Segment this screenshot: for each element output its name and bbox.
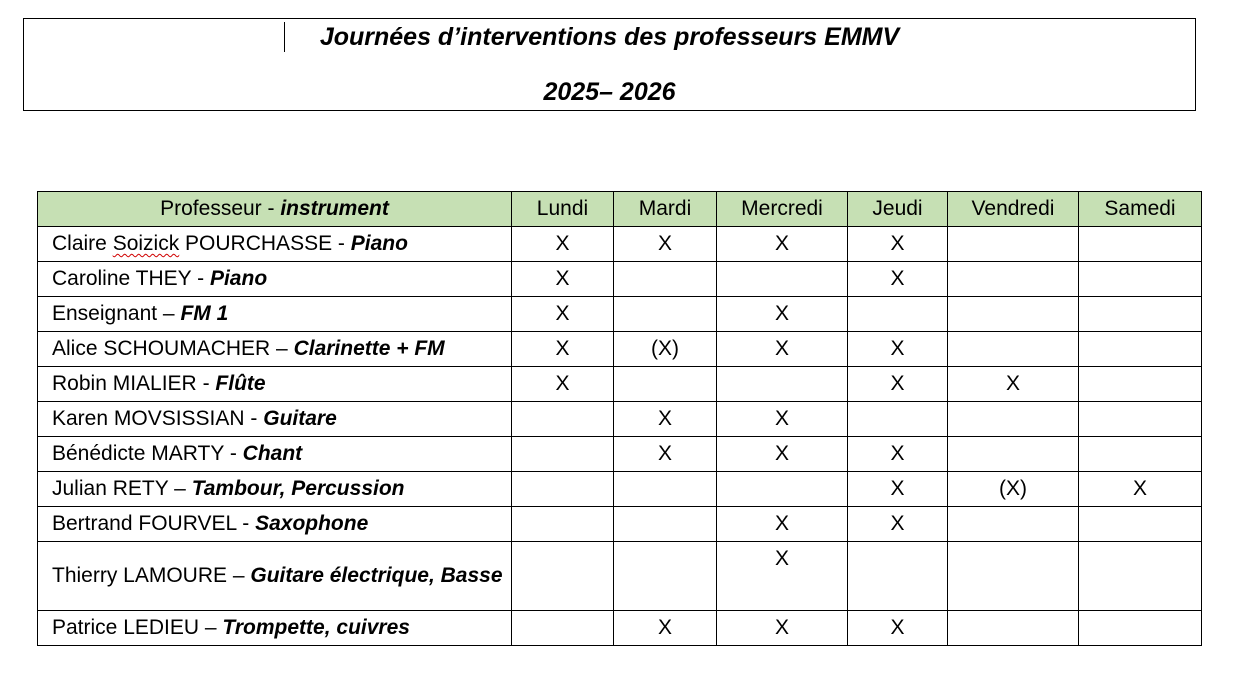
day-mark (948, 262, 1079, 297)
table-row (38, 507, 1202, 542)
professor-name: Julian RETY (52, 477, 169, 500)
day-mark: X (717, 402, 848, 437)
day-mark (717, 262, 848, 297)
day-mark: X (848, 367, 948, 402)
day-mark: X (717, 542, 848, 611)
day-mark (717, 472, 848, 507)
day-mark (848, 297, 948, 332)
school-year: 2025– 2026 (543, 78, 676, 106)
day-mark: X (717, 332, 848, 367)
document-title: Journées d’interventions des professeurs EMMV (319, 23, 900, 51)
day-mark (1079, 437, 1202, 472)
header-day-lundi: Lundi (512, 192, 614, 227)
day-mark (1079, 262, 1202, 297)
day-mark: X (848, 507, 948, 542)
day-mark (948, 332, 1079, 367)
day-mark (1079, 542, 1202, 611)
day-mark: X (717, 611, 848, 646)
day-mark (1079, 611, 1202, 646)
day-mark (948, 437, 1079, 472)
day-mark: X (848, 227, 948, 262)
separator: - (244, 407, 264, 430)
separator: - (332, 232, 351, 255)
day-mark (512, 402, 614, 437)
instrument: Guitare électrique, Basse (250, 564, 503, 587)
day-mark: (X) (948, 472, 1079, 507)
instrument: Flûte (215, 372, 266, 395)
table-row (38, 262, 1202, 297)
professor-name: Claire (52, 232, 113, 255)
separator: - (191, 267, 210, 290)
professor-cell (38, 542, 512, 611)
table-row (38, 227, 1202, 262)
day-mark: X (717, 507, 848, 542)
day-mark: X (948, 367, 1079, 402)
professor-name: Patrice LEDIEU (52, 616, 200, 639)
day-mark (614, 297, 717, 332)
header-row (38, 192, 1202, 227)
day-mark: X (512, 227, 614, 262)
spellcheck-word: Soizick (112, 232, 180, 255)
text-cursor (284, 22, 285, 52)
instrument: Guitare (263, 407, 337, 430)
day-mark (1079, 402, 1202, 437)
day-mark (1079, 367, 1202, 402)
day-mark (512, 437, 614, 472)
day-mark (512, 507, 614, 542)
day-mark: X (614, 227, 717, 262)
separator: - (223, 442, 243, 465)
separator: – (227, 564, 251, 587)
day-mark (848, 402, 948, 437)
professor-cell (38, 402, 512, 437)
separator: - (196, 372, 216, 395)
header-professor (38, 192, 512, 227)
professor-cell (38, 227, 512, 262)
day-mark (948, 402, 1079, 437)
day-mark: X (1079, 472, 1202, 507)
table-row (38, 367, 1202, 402)
professor-name: Caroline THEY (52, 267, 192, 290)
day-mark: X (512, 262, 614, 297)
day-mark (614, 542, 717, 611)
professor-name: POURCHASSE (179, 232, 333, 255)
instrument: Chant (242, 442, 303, 465)
day-mark (848, 542, 948, 611)
day-mark: X (717, 227, 848, 262)
table-row (38, 437, 1202, 472)
day-mark: (X) (614, 332, 717, 367)
day-mark (512, 542, 614, 611)
day-mark (948, 297, 1079, 332)
separator: – (270, 337, 294, 360)
day-mark (1079, 507, 1202, 542)
day-mark (1079, 297, 1202, 332)
professor-cell (38, 297, 512, 332)
separator: – (157, 302, 181, 325)
teacher-schedule-table (37, 191, 1202, 646)
day-mark (948, 542, 1079, 611)
professor-name: Robin MIALIER (52, 372, 197, 395)
day-mark: X (717, 437, 848, 472)
separator: - (236, 512, 256, 535)
day-mark (948, 227, 1079, 262)
professor-cell (38, 437, 512, 472)
day-mark: X (512, 367, 614, 402)
day-mark (614, 507, 717, 542)
day-mark: X (614, 437, 717, 472)
instrument: Tambour, Percussion (191, 477, 405, 500)
professor-name: Bertrand FOURVEL (52, 512, 237, 535)
professor-name: Alice SCHOUMACHER (52, 337, 271, 360)
day-mark (717, 367, 848, 402)
professor-cell (38, 611, 512, 646)
table-row (38, 542, 1202, 611)
day-mark: X (848, 611, 948, 646)
header-day-mercredi: Mercredi (717, 192, 848, 227)
separator: – (168, 477, 192, 500)
table-row (38, 332, 1202, 367)
day-mark: X (614, 402, 717, 437)
day-mark: X (614, 611, 717, 646)
instrument: Piano (350, 232, 408, 255)
header-day-jeudi: Jeudi (848, 192, 948, 227)
instrument: Trompette, cuivres (222, 616, 410, 639)
professor-cell (38, 507, 512, 542)
day-mark (614, 472, 717, 507)
day-mark (1079, 332, 1202, 367)
professor-name: Bénédicte MARTY (52, 442, 224, 465)
header-day-mardi: Mardi (614, 192, 717, 227)
instrument: Clarinette + FM (293, 337, 445, 360)
professor-name: Enseignant (52, 302, 158, 325)
day-mark: X (848, 332, 948, 367)
day-mark (512, 611, 614, 646)
day-mark: X (848, 262, 948, 297)
day-mark (948, 611, 1079, 646)
table-row (38, 472, 1202, 507)
instrument: Saxophone (255, 512, 369, 535)
day-mark: X (848, 472, 948, 507)
instrument: FM 1 (180, 302, 229, 325)
professor-cell (38, 332, 512, 367)
day-mark (1079, 227, 1202, 262)
separator: – (199, 616, 223, 639)
professor-name: Thierry LAMOURE (52, 564, 228, 587)
day-mark (512, 472, 614, 507)
table-row (38, 402, 1202, 437)
header-instrument-label: instrument (280, 197, 389, 220)
instrument: Piano (209, 267, 268, 290)
table-row (38, 611, 1202, 646)
professor-cell (38, 472, 512, 507)
day-mark (948, 507, 1079, 542)
title-box (23, 18, 1196, 111)
day-mark (614, 367, 717, 402)
header-professor-label: Professeur - (160, 197, 281, 220)
day-mark: X (512, 297, 614, 332)
day-mark: X (717, 297, 848, 332)
day-mark (614, 262, 717, 297)
professor-cell (38, 367, 512, 402)
header-day-vendredi: Vendredi (948, 192, 1079, 227)
day-mark: X (512, 332, 614, 367)
day-mark: X (848, 437, 948, 472)
header-day-samedi: Samedi (1079, 192, 1202, 227)
table-row (38, 297, 1202, 332)
professor-cell (38, 262, 512, 297)
professor-name: Karen MOVSISSIAN (52, 407, 245, 430)
